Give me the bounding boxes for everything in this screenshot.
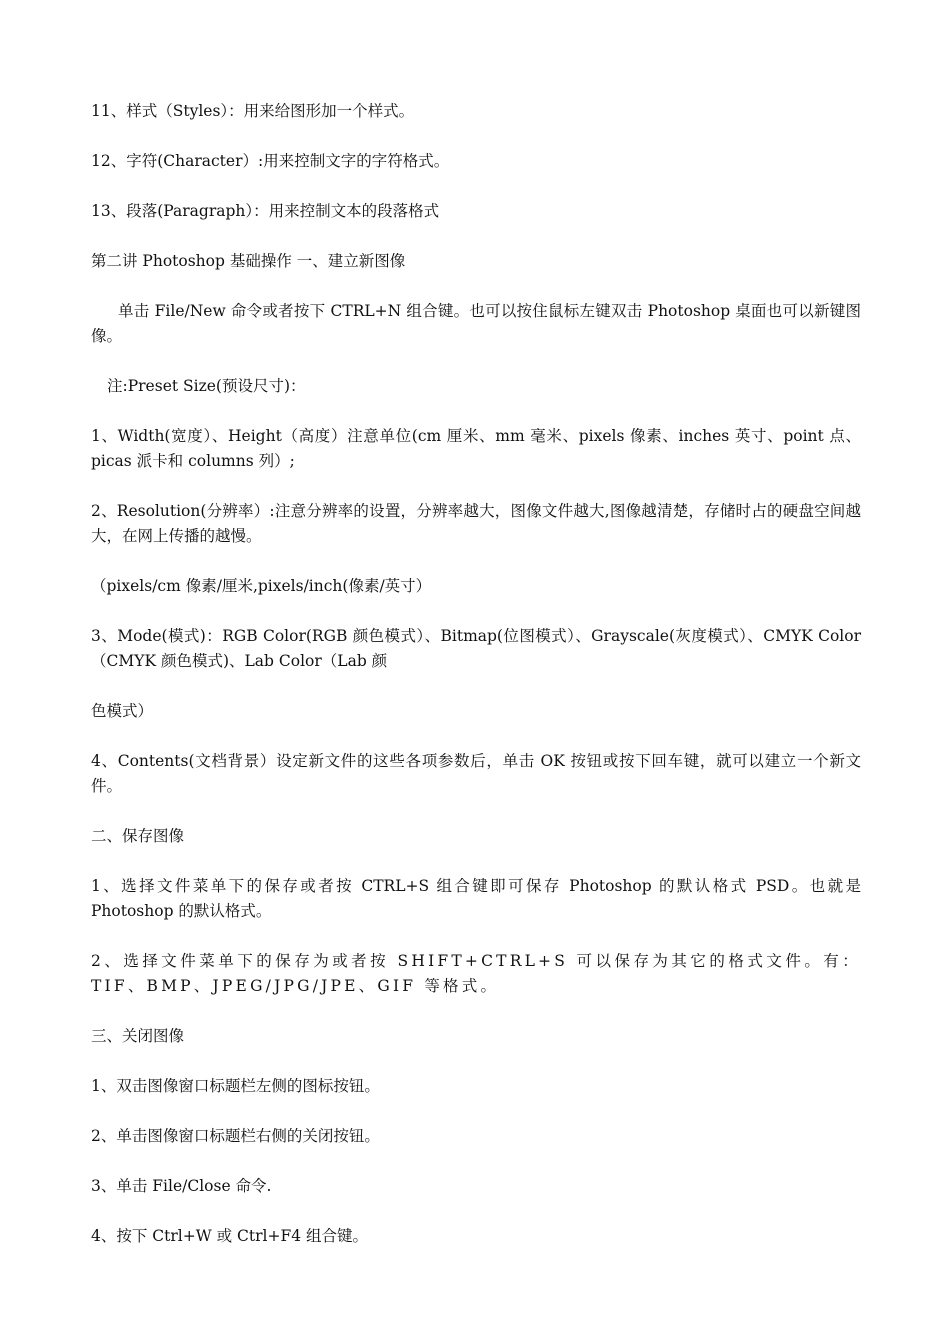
paragraph-save-as: 2、选择文件菜单下的保存为或者按 SHIFT+CTRL+S 可以保存为其它的格式文件。有：TIF、BMP、JPEG/JPG/JPE、GIF 等格式。 — [91, 952, 861, 995]
paragraph-close-1: 1、双击图像窗口标题栏左侧的图标按钮。 — [91, 1077, 380, 1095]
paragraph-width-height: 1、Width(宽度）、Height（高度）注意单位(cm 厘米、mm 毫米、pixels 像素、inches 英寸、point 点、picas 派卡和 columns 列）; — [91, 427, 861, 470]
paragraph-styles: 11、样式（Styles）：用来给图形加一个样式。 — [91, 102, 415, 120]
paragraph-preset-size: 注:Preset Size(预设尺寸)： — [107, 377, 306, 395]
paragraph-new-image: 单击 File/New 命令或者按下 CTRL+N 组合键。也可以按住鼠标左键双击 Photoshop 桌面也可以新键图像。 — [91, 302, 861, 345]
paragraph-save-psd: 1、选择文件菜单下的保存或者按 CTRL+S 组合键即可保存 Photoshop 的默认格式 PSD。也就是 Photoshop 的默认格式。 — [91, 877, 861, 920]
section-heading-close: 三、关闭图像 — [91, 1027, 185, 1045]
paragraph-close-2: 2、单击图像窗口标题栏右侧的关闭按钮。 — [91, 1127, 380, 1145]
paragraph-close-4: 4、按下 Ctrl+W 或 Ctrl+F4 组合键。 — [91, 1227, 369, 1245]
paragraph-resolution-units: （pixels/cm 像素/厘米,pixels/inch(像素/英寸） — [91, 577, 432, 595]
paragraph-close-3: 3、单击 File/Close 命令. — [91, 1177, 272, 1195]
paragraph-mode: 3、Mode(模式)：RGB Color(RGB 颜色模式）、Bitmap(位图模式）、Grayscale(灰度模式）、CMYK Color（CMYK 颜色模式)、Lab Color（Lab 颜 — [91, 627, 861, 670]
section-heading-save: 二、保存图像 — [91, 827, 185, 845]
paragraph-resolution: 2、Resolution(分辨率）:注意分辨率的设置，分辨率越大，图像文件越大,图像越清楚，存储时占的硬盘空间越大，在网上传播的越慢。 — [91, 502, 861, 545]
paragraph-contents: 4、Contents(文档背景）设定新文件的这些各项参数后，单击 OK 按钮或按下回车键，就可以建立一个新文件。 — [91, 752, 861, 795]
paragraph-character: 12、字符(Character）:用来控制文字的字符格式。 — [91, 152, 450, 170]
lecture-heading: 第二讲 Photoshop 基础操作 一、建立新图像 — [91, 252, 406, 270]
paragraph-mode-continued: 色模式） — [91, 702, 154, 720]
document-body — [91, 99, 861, 1274]
paragraph-paragraph: 13、段落(Paragraph）：用来控制文本的段落格式 — [91, 202, 440, 220]
